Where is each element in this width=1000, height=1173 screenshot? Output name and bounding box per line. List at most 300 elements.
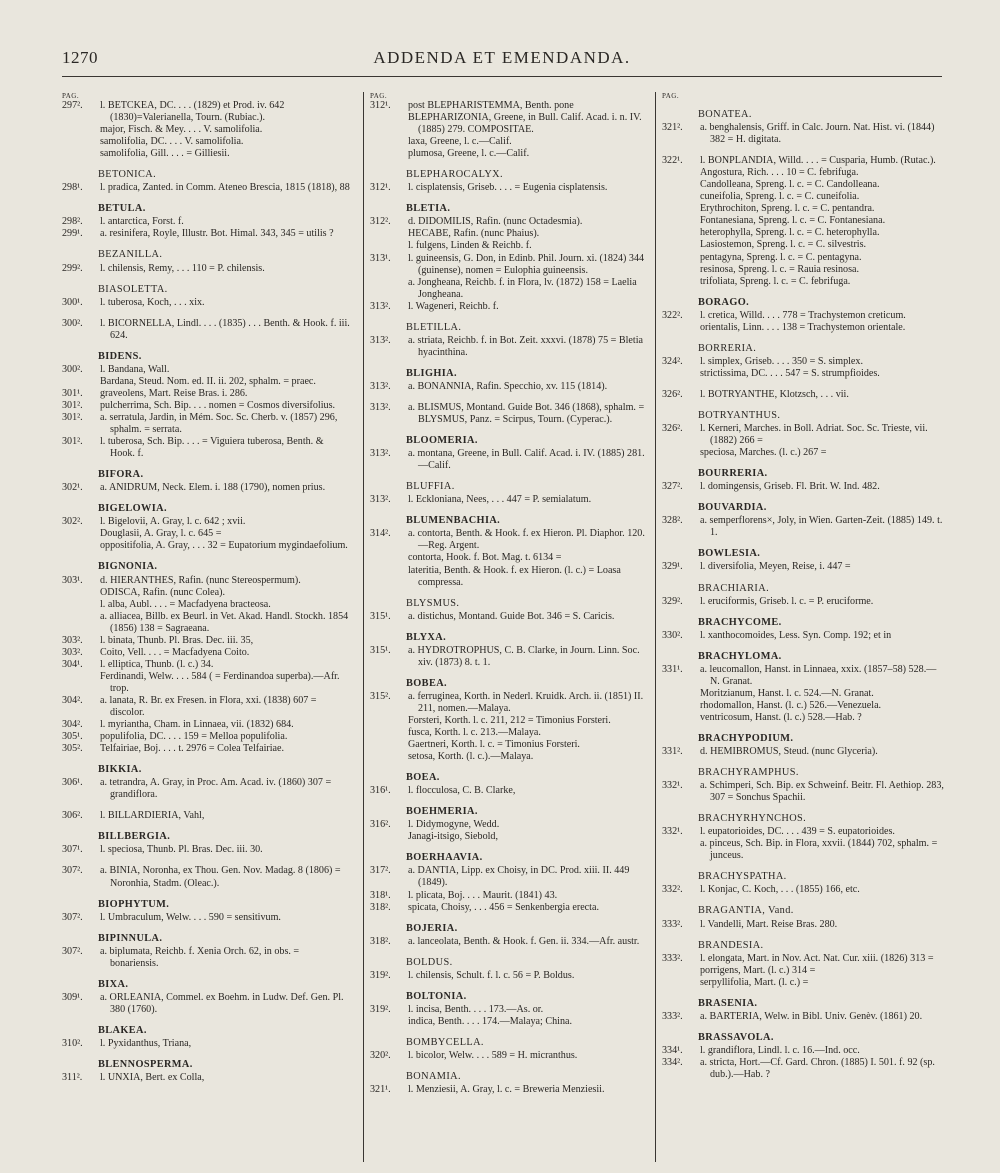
page-reference: 316¹. bbox=[370, 785, 391, 797]
page-reference: 324². bbox=[662, 355, 683, 367]
entry bbox=[370, 739, 652, 751]
entry bbox=[662, 838, 944, 862]
entry bbox=[370, 253, 652, 277]
page-reference: 315¹. bbox=[370, 644, 391, 656]
entry bbox=[62, 912, 350, 924]
entry bbox=[370, 727, 652, 739]
entry bbox=[662, 423, 944, 447]
entry bbox=[662, 953, 944, 965]
entry-text: a. serratula, Jardin, in Mém. Soc. Sc. Cherb. v. (1857) 296, sphalm. = serrata. bbox=[100, 411, 338, 436]
column-2 bbox=[363, 92, 652, 1162]
page-reference: 302². bbox=[62, 516, 83, 528]
page-reference: 309¹. bbox=[62, 991, 83, 1003]
entry-text: trifoliata, Spreng. l. c. = C. febrifuga. bbox=[700, 275, 851, 287]
entry bbox=[62, 671, 350, 695]
entry-text: Fontanesiana, Spreng. l. c. = C. Fontanesiana. bbox=[700, 215, 886, 227]
entry bbox=[62, 148, 350, 160]
entry bbox=[62, 528, 350, 540]
entry-text: ventricosum, Hanst. (l. c.) 528.—Hab. ? bbox=[700, 711, 862, 723]
entry bbox=[62, 412, 350, 436]
entry-text: l. speciosa, Thunb. Pl. Bras. Dec. iii. 30. bbox=[100, 844, 263, 856]
entry-text: orientalis, Linn. . . . 138 = Trachystemon orientale. bbox=[700, 321, 906, 333]
page-reference: 313¹. bbox=[370, 252, 391, 264]
entry bbox=[62, 364, 350, 376]
entry-text: l. domingensis, Griseb. Fl. Brit. W. Ind. 482. bbox=[700, 481, 880, 493]
entry-text: graveolens, Mart. Reise Bras. i. 286. bbox=[100, 387, 248, 399]
page-reference: 300¹. bbox=[62, 296, 83, 308]
entry-text: Douglasii, A. Gray, l. c. 645 = bbox=[100, 528, 222, 540]
entry bbox=[662, 1011, 944, 1023]
entry bbox=[62, 228, 350, 240]
page-reference: 332¹. bbox=[662, 780, 683, 792]
entry-text: a. distichus, Montand. Guide Bot. 346 = S. Caricis. bbox=[408, 610, 615, 622]
genus-heading: BRACHYRHYNCHOS. bbox=[698, 813, 807, 825]
genus-heading: BRACHIARIA. bbox=[698, 582, 770, 594]
genus-heading: BIGNONIA. bbox=[98, 561, 158, 573]
page-reference: 298¹. bbox=[62, 182, 83, 194]
entry bbox=[662, 919, 944, 931]
page-number: 1270 bbox=[62, 48, 98, 67]
genus-heading: BIKKIA. bbox=[98, 764, 142, 776]
genus-heading: BOBEA. bbox=[406, 677, 448, 689]
genus-heading: BEZANILLA. bbox=[98, 249, 163, 261]
page-reference: 321¹. bbox=[370, 1084, 391, 1096]
page-reference: 334². bbox=[662, 1056, 683, 1068]
page-reference: 320². bbox=[370, 1050, 391, 1061]
page-reference: 299². bbox=[62, 262, 83, 274]
spacer bbox=[62, 309, 350, 318]
entry-text: a. BLISMUS, Montand. Guide Bot. 346 (1868), sphalm. = BLYSMUS, Panz. = Scirpus, Tourn. (Cyperac.). bbox=[408, 401, 645, 426]
entry bbox=[662, 596, 944, 608]
entry bbox=[370, 182, 652, 194]
genus-heading: BLUMENBACHIA. bbox=[406, 515, 501, 527]
entry bbox=[370, 611, 652, 623]
entry-text: laxa, Greene, l. c.—Calif. bbox=[408, 136, 512, 148]
entry-text: d. DIDOMILIS, Rafin. (nunc Octadesmia). bbox=[408, 216, 583, 228]
entry bbox=[370, 936, 652, 948]
genus-heading: BLAKEA. bbox=[98, 1024, 147, 1036]
entry bbox=[370, 112, 652, 136]
page-reference: 306¹. bbox=[62, 777, 83, 789]
entry bbox=[62, 810, 350, 822]
genus-heading: BLYSMUS. bbox=[406, 597, 460, 609]
entry bbox=[62, 777, 350, 801]
entry-text: oppositifolia, A. Gray, . . . 32 = Eupatorium mygindaefolium. bbox=[100, 540, 348, 552]
entry bbox=[662, 389, 944, 401]
entry bbox=[62, 743, 350, 755]
entry-text: Coito, Vell. . . . = Macfadyena Coito. bbox=[100, 646, 250, 658]
page-reference: 312¹. bbox=[370, 100, 391, 111]
page-reference: 332². bbox=[662, 884, 683, 896]
entry-text: samolifolia, Gill. . . . = Gilliesii. bbox=[100, 148, 230, 160]
entry bbox=[662, 712, 944, 724]
entry bbox=[370, 865, 652, 889]
entry-text: l. chilensis, Remy, . . . 110 = P. chilensis. bbox=[100, 262, 265, 274]
entry bbox=[62, 992, 350, 1016]
entry bbox=[62, 844, 350, 856]
entry-text: l. diversifolia, Meyen, Reise, i. 447 = bbox=[700, 561, 851, 573]
genus-heading: BLOOMERIA. bbox=[406, 435, 478, 447]
page-reference: 313². bbox=[370, 401, 391, 413]
entry bbox=[370, 1050, 652, 1062]
entry bbox=[370, 402, 652, 426]
spacer bbox=[662, 380, 944, 389]
entry-text: l. Wageneri, Reichb. f. bbox=[408, 300, 499, 312]
entry bbox=[370, 785, 652, 797]
entry bbox=[62, 436, 350, 460]
entry bbox=[370, 691, 652, 715]
entry-text: populifolia, DC. . . . 159 = Melloa populifolia. bbox=[100, 731, 288, 743]
entry bbox=[662, 215, 944, 227]
entry bbox=[662, 368, 944, 380]
entry-text: contorta, Hook. f. Bot. Mag. t. 6134 = bbox=[408, 552, 562, 564]
page-reference: 322¹. bbox=[662, 155, 683, 167]
entry-text: l. Kerneri, Marches. in Boll. Adriat. Soc. Sc. Trieste, vii. (1882) 266 = bbox=[700, 423, 928, 447]
page-reference: 307². bbox=[62, 865, 83, 877]
entry-text: l. Menziesii, A. Gray, l. c. = Breweria Menziesii. bbox=[408, 1084, 605, 1096]
entry-text: samolifolia, DC. . . . V. samolifolia. bbox=[100, 136, 244, 148]
entry bbox=[370, 228, 652, 240]
entry bbox=[370, 890, 652, 902]
entry-text: Janagi-itsigo, Siebold, bbox=[408, 831, 498, 843]
entry bbox=[370, 552, 652, 564]
pag-label: PAG. bbox=[662, 92, 680, 100]
entry bbox=[370, 715, 652, 727]
entry-text: l. eruciformis, Griseb. l. c. = P. eruciforme. bbox=[700, 595, 874, 607]
genus-heading: BOLDUS. bbox=[406, 956, 453, 968]
entry bbox=[662, 252, 944, 264]
entry-text: Moritzianum, Hanst. l. c. 524.—N. Granat. bbox=[700, 687, 874, 699]
genus-heading: BOJERIA. bbox=[406, 922, 458, 934]
entry bbox=[370, 335, 652, 359]
genus-heading: BRASSAVOLA. bbox=[698, 1031, 774, 1043]
entry-text: l. flocculosa, C. B. Clarke, bbox=[408, 785, 516, 797]
entry bbox=[662, 688, 944, 700]
entry-text: a. ANIDRUM, Neck. Elem. i. 188 (1790), nomen prius. bbox=[100, 482, 326, 494]
page-reference: 306². bbox=[62, 810, 83, 822]
entry-text: a. stricta, Hort.—Cf. Gard. Chron. (1885) I. 501. f. 92 (sp. dub.).—Hab. ? bbox=[700, 1056, 935, 1080]
genus-heading: BIGELOWIA. bbox=[98, 503, 167, 515]
entry bbox=[370, 751, 652, 763]
entry-text: a. striata, Reichb. f. in Bot. Zeit. xxxvi. (1878) 75 = Bletia hyacinthina. bbox=[408, 334, 644, 358]
entry-text: a. lanceolata, Benth. & Hook. f. Gen. ii. 334.—Afr. austr. bbox=[408, 935, 640, 947]
page-reference: 300². bbox=[62, 363, 83, 375]
entry-text: a. resinifera, Royle, Illustr. Bot. Himal. 343, 345 = utilis ? bbox=[100, 228, 334, 240]
genus-heading: BONATEA. bbox=[698, 109, 752, 120]
entry-text: l. cretica, Willd. . . . 778 = Trachystemon creticum. bbox=[700, 309, 906, 321]
entry bbox=[62, 695, 350, 719]
entry-text: l. elongata, Mart. in Nov. Act. Nat. Cur. xiii. (1826) 313 = bbox=[700, 952, 934, 964]
entry-text: l. Vandelli, Mart. Reise Bras. 280. bbox=[700, 918, 838, 930]
genus-heading: BRACHYCOME. bbox=[698, 616, 782, 628]
entry bbox=[370, 1084, 652, 1096]
page-reference: 318¹. bbox=[370, 889, 391, 901]
page-reference: 303². bbox=[62, 646, 83, 658]
pag-label: PAG. bbox=[62, 92, 80, 100]
entry bbox=[62, 124, 350, 136]
entry-text: l. myriantha, Cham. in Linnaea, vii. (1832) 684. bbox=[100, 719, 294, 731]
entry-text: ODISCA, Rafin. (nunc Colea). bbox=[100, 586, 226, 598]
genus-heading: BILLBERGIA. bbox=[98, 831, 171, 843]
entry-text: heterophylla, Spreng. l. c. = C. heterophylla. bbox=[700, 227, 880, 239]
genus-heading: BLUFFIA. bbox=[406, 481, 455, 493]
entry-text: l. tuberosa, Koch, . . . xix. bbox=[100, 296, 205, 308]
entry-text: d. HIERANTHES, Rafin. (nunc Stereospermum). bbox=[100, 574, 301, 586]
page-reference: 301². bbox=[62, 399, 83, 411]
entry bbox=[62, 540, 350, 552]
entry bbox=[62, 482, 350, 494]
entry-text: l. Bigelovii, A. Gray, l. c. 642 ; xvii. bbox=[100, 516, 246, 528]
genus-heading: BRACHYSPATHA. bbox=[698, 871, 787, 883]
genus-heading: BLYXA. bbox=[406, 631, 447, 643]
entry bbox=[62, 400, 350, 412]
page-reference: 312². bbox=[370, 216, 391, 228]
genus-heading: BRANDESIA. bbox=[698, 939, 764, 951]
entry bbox=[62, 865, 350, 889]
page-reference: 315¹. bbox=[370, 610, 391, 622]
entry-text: Bardana, Steud. Nom. ed. II. ii. 202, sphalm. = praec. bbox=[100, 375, 316, 387]
entry-text: l. incisa, Benth. . . . 173.—As. or. bbox=[408, 1003, 544, 1015]
page-reference: 304¹. bbox=[62, 658, 83, 670]
entry-text: pulcherrima, Sch. Bip. . . . nomen = Cosmos diversifolius. bbox=[100, 399, 336, 411]
page-reference: 329¹. bbox=[662, 561, 683, 573]
entry bbox=[662, 276, 944, 288]
entry bbox=[662, 203, 944, 215]
entry-text: a. benghalensis, Griff. in Calc. Journ. Nat. Hist. vi. (1844) 382 = H. digitata. bbox=[700, 122, 935, 146]
entry-text: post BLEPHARISTEMMA, Benth. pone bbox=[408, 100, 574, 111]
entry-text: l. BOTRYANTHE, Klotzsch, . . . vii. bbox=[700, 388, 849, 400]
page-reference: 298². bbox=[62, 216, 83, 228]
entry-text: fusca, Korth. l. c. 213.—Malaya. bbox=[408, 727, 541, 739]
entry bbox=[62, 659, 350, 671]
entry-text: a. ORLEANIA, Commel. ex Boehm. in Ludw. Def. Gen. Pl. 380 (1760). bbox=[100, 991, 344, 1015]
entry-text: l. Umbraculum, Welw. . . . 590 = sensitivum. bbox=[100, 911, 281, 923]
page-reference: 312¹. bbox=[370, 182, 391, 194]
entry bbox=[370, 902, 652, 914]
entry bbox=[662, 630, 944, 642]
genus-heading: BRACHYPODIUM. bbox=[698, 732, 794, 744]
entry-text: a. Schimperi, Sch. Bip. ex Schweinf. Beitr. Fl. Aethiop. 283, 307 = Sonchus Spachii. bbox=[700, 780, 944, 804]
entry bbox=[62, 731, 350, 743]
entry bbox=[370, 277, 652, 301]
page-reference: 300². bbox=[62, 317, 83, 329]
entry bbox=[62, 575, 350, 587]
entry bbox=[62, 263, 350, 275]
entry-text: l. pradica, Zanted. in Comm. Ateneo Brescia, 1815 (1818), 88 bbox=[100, 182, 350, 194]
entry bbox=[62, 388, 350, 400]
page-reference: 311². bbox=[62, 1072, 83, 1084]
entry-text: major, Fisch. & Mey. . . . V. samolifolia. bbox=[100, 124, 263, 136]
genus-heading: BRAGANTIA, Vand. bbox=[698, 905, 794, 917]
entry bbox=[370, 528, 652, 552]
page-reference: 310². bbox=[62, 1038, 83, 1049]
entry bbox=[662, 664, 944, 688]
page-reference: 313². bbox=[370, 380, 391, 392]
entry-text: resinosa, Spreng. l. c. = Rauia resinosa. bbox=[700, 263, 860, 275]
entry-text: a. BARTERIA, Welw. in Bibl. Univ. Genèv. (1861) 20. bbox=[700, 1010, 923, 1022]
pag-label: PAG. bbox=[370, 92, 388, 100]
entry-text: a. BINIA, Noronha, ex Thou. Gen. Nov. Madag. 8 (1806) = Noronhia, Stadm. (Oleac.). bbox=[100, 865, 341, 889]
entry-text: a. alliacea, Billb. ex Beurl. in Vet. Akad. Handl. Stockh. 1854 (1856) 138 = Sagraeana. bbox=[100, 610, 349, 634]
entry bbox=[62, 647, 350, 659]
page-reference: 333². bbox=[662, 918, 683, 930]
page-header bbox=[62, 48, 942, 77]
entry-text: l. Didymogyne, Wedd. bbox=[408, 819, 500, 831]
entry-text: l. chilensis, Schult. f. l. c. 56 = P. Boldus. bbox=[408, 969, 575, 981]
entry-text: l. alba, Aubl. . . . = Macfadyena bracteosa. bbox=[100, 598, 271, 610]
genus-heading: BIPINNULA. bbox=[98, 932, 163, 944]
entry-text: Lasiostemon, Spreng. l. c. = C. silvestris. bbox=[700, 239, 867, 251]
genus-heading: BORRERIA. bbox=[698, 342, 757, 354]
page-reference: 316². bbox=[370, 819, 391, 831]
page-reference: 322². bbox=[662, 309, 683, 321]
genus-heading: BETONICA. bbox=[98, 169, 157, 181]
page-reference: 303². bbox=[62, 634, 83, 646]
page-reference: 313². bbox=[370, 448, 391, 460]
genus-heading: BOWLESIA. bbox=[698, 548, 761, 560]
entry bbox=[662, 515, 944, 539]
entry-text: l. xanthocomoides, Less. Syn. Comp. 192; et in bbox=[700, 629, 892, 641]
page-reference: 307². bbox=[62, 911, 83, 923]
entry bbox=[62, 587, 350, 599]
page-reference: 318². bbox=[370, 935, 391, 947]
entry-text: setosa, Korth. (l. c.).—Malaya. bbox=[408, 751, 534, 763]
entry-text: l. tuberosa, Sch. Bip. . . . = Viguiera tuberosa, Benth. & Hook. f. bbox=[100, 436, 324, 460]
entry-text: a. leucomallon, Hanst. in Linnaea, xxix. (1857–58) 528.—N. Granat. bbox=[700, 663, 937, 687]
page-reference: 331¹. bbox=[662, 663, 683, 675]
entry bbox=[662, 191, 944, 203]
genus-heading: BIXA. bbox=[98, 978, 129, 990]
entry-text: l. BONPLANDIA, Willd. . . . = Cusparia, Humb. (Rutac.). bbox=[700, 155, 936, 167]
page-reference: 330². bbox=[662, 629, 683, 641]
entry bbox=[62, 297, 350, 309]
page-reference: 319². bbox=[370, 1003, 391, 1015]
entry bbox=[370, 136, 652, 148]
entry bbox=[62, 599, 350, 611]
spacer bbox=[62, 856, 350, 865]
spacer bbox=[62, 801, 350, 810]
page-reference: 313². bbox=[370, 334, 391, 346]
genus-heading: BLETILLA. bbox=[406, 321, 462, 333]
page-reference: 305². bbox=[62, 743, 83, 755]
entry-text: plumosa, Greene, l. c.—Calif. bbox=[408, 148, 530, 160]
entry-text: a. semperflorens×, Joly, in Wien. Garten-Zeit. (1885) 149. t. 1. bbox=[700, 515, 943, 539]
entry-text: Erythrochiton, Spreng. l. c. = C. pentandra. bbox=[700, 203, 875, 215]
entry bbox=[662, 322, 944, 334]
column-1 bbox=[62, 92, 350, 1162]
entry bbox=[370, 216, 652, 228]
entry bbox=[62, 136, 350, 148]
page-reference: 302¹. bbox=[62, 482, 83, 494]
entry-text: l. bicolor, Welw. . . . 589 = H. micranthus. bbox=[408, 1050, 578, 1061]
genus-heading: BORAGO. bbox=[698, 296, 750, 308]
entry-text: a. lanata, R. Br. ex Fresen. in Flora, xxi. (1838) 607 = discolor. bbox=[100, 694, 317, 719]
entry bbox=[662, 239, 944, 251]
entry-text: a. pinceus, Sch. Bip. in Flora, xxvii. (1844) 702, sphalm. = junceus. bbox=[700, 838, 938, 862]
genus-heading: BOTRYANTHUS. bbox=[698, 409, 781, 421]
entry bbox=[62, 719, 350, 731]
page-reference: 328². bbox=[662, 515, 683, 527]
entry-text: HECABE, Rafin. (nunc Phaius). bbox=[408, 228, 540, 240]
entry bbox=[662, 977, 944, 989]
entry-text: l. simplex, Griseb. . . . 350 = S. simplex. bbox=[700, 355, 863, 367]
entry-text: serpyllifolia, Mart. (l. c.) = bbox=[700, 976, 809, 988]
entry bbox=[62, 1072, 350, 1084]
entry bbox=[662, 700, 944, 712]
entry-text: spicata, Choisy, . . . 456 = Senkenbergia erecta. bbox=[408, 901, 599, 913]
entry bbox=[62, 100, 350, 124]
entry bbox=[662, 122, 944, 146]
page-reference: 303¹. bbox=[62, 574, 83, 586]
column-3 bbox=[655, 92, 944, 1162]
entry-text: l. UNXIA, Bert. ex Colla, bbox=[100, 1072, 205, 1084]
genus-heading: BIASOLETTA. bbox=[98, 283, 168, 295]
genus-heading: BOERHAAVIA. bbox=[406, 852, 483, 864]
genus-heading: BOURRERIA. bbox=[698, 468, 768, 480]
entry bbox=[370, 970, 652, 982]
page-reference: 307². bbox=[62, 945, 83, 957]
entry bbox=[370, 819, 652, 831]
spacer bbox=[370, 393, 652, 402]
page-reference: 313². bbox=[370, 494, 391, 506]
entry-text: Forsteri, Korth. l. c. 211, 212 = Timonius Forsteri. bbox=[408, 714, 611, 726]
entry bbox=[62, 635, 350, 647]
page-reference: 297². bbox=[62, 100, 83, 111]
entry-text: l. antarctica, Forst. f. bbox=[100, 216, 184, 228]
genus-heading: BOEHMERIA. bbox=[406, 806, 478, 818]
entry bbox=[370, 100, 652, 112]
entry-text: l. grandiflora, Lindl. l. c. 16.—Ind. occ. bbox=[700, 1044, 860, 1056]
entry-text: a. contorta, Benth. & Hook. f. ex Hieron. Pl. Diaphor. 120.—Reg. Argent. bbox=[408, 528, 645, 552]
entry bbox=[662, 155, 944, 167]
page-reference: 304². bbox=[62, 719, 83, 731]
genus-heading: BETULA. bbox=[98, 203, 146, 215]
entry bbox=[662, 780, 944, 804]
entry-text: a. biplumata, Reichb. f. Xenia Orch. 62, in obs. = bonariensis. bbox=[100, 945, 300, 969]
genus-heading: BIFORA. bbox=[98, 469, 144, 481]
genus-heading: BIDENS. bbox=[98, 350, 142, 362]
page-reference: 301². bbox=[62, 411, 83, 423]
page-reference: 299¹. bbox=[62, 228, 83, 240]
genus-heading: BIOPHYTUM. bbox=[98, 898, 170, 910]
entry-text: a. BONANNIA, Rafin. Specchio, xv. 115 (1814). bbox=[408, 380, 608, 392]
entry bbox=[62, 1038, 350, 1050]
entry bbox=[662, 167, 944, 179]
entry bbox=[62, 516, 350, 528]
entry bbox=[370, 448, 652, 472]
entry-text: l. BETCKEA, DC. . . . (1829) et Prod. iv. 642 (1830)=Valerianella, Tourn. (Rubiac.). bbox=[100, 100, 285, 124]
genus-heading: BOEA. bbox=[406, 772, 440, 784]
entry bbox=[662, 1045, 944, 1057]
genus-heading: BOLTONIA. bbox=[406, 990, 467, 1002]
spacer bbox=[662, 146, 944, 155]
page-reference: 329². bbox=[662, 595, 683, 607]
page-reference: 331². bbox=[662, 746, 683, 758]
genus-heading: BLIGHIA. bbox=[406, 367, 457, 379]
entry-text: l. cisplatensis, Griseb. . . . = Eugenia cisplatensis. bbox=[408, 182, 608, 194]
page-reference: 327². bbox=[662, 481, 683, 493]
entry bbox=[662, 965, 944, 977]
entry-text: a. ferruginea, Korth. in Nederl. Kruidk. Arch. ii. (1851) II. 211, nomen.—Malaya. bbox=[408, 690, 644, 714]
entry bbox=[662, 264, 944, 276]
entry-text: l. Pyxidanthus, Triana, bbox=[100, 1038, 192, 1049]
page-reference: 332¹. bbox=[662, 826, 683, 838]
entry-text: a. DANTIA, Lipp. ex Choisy, in DC. Prod. xiii. II. 449 (1849). bbox=[408, 865, 630, 889]
entry bbox=[370, 831, 652, 843]
entry bbox=[370, 148, 652, 160]
entry-text: l. binata, Thunb. Pl. Bras. Dec. iii. 35, bbox=[100, 634, 254, 646]
page-reference: 317². bbox=[370, 865, 391, 877]
